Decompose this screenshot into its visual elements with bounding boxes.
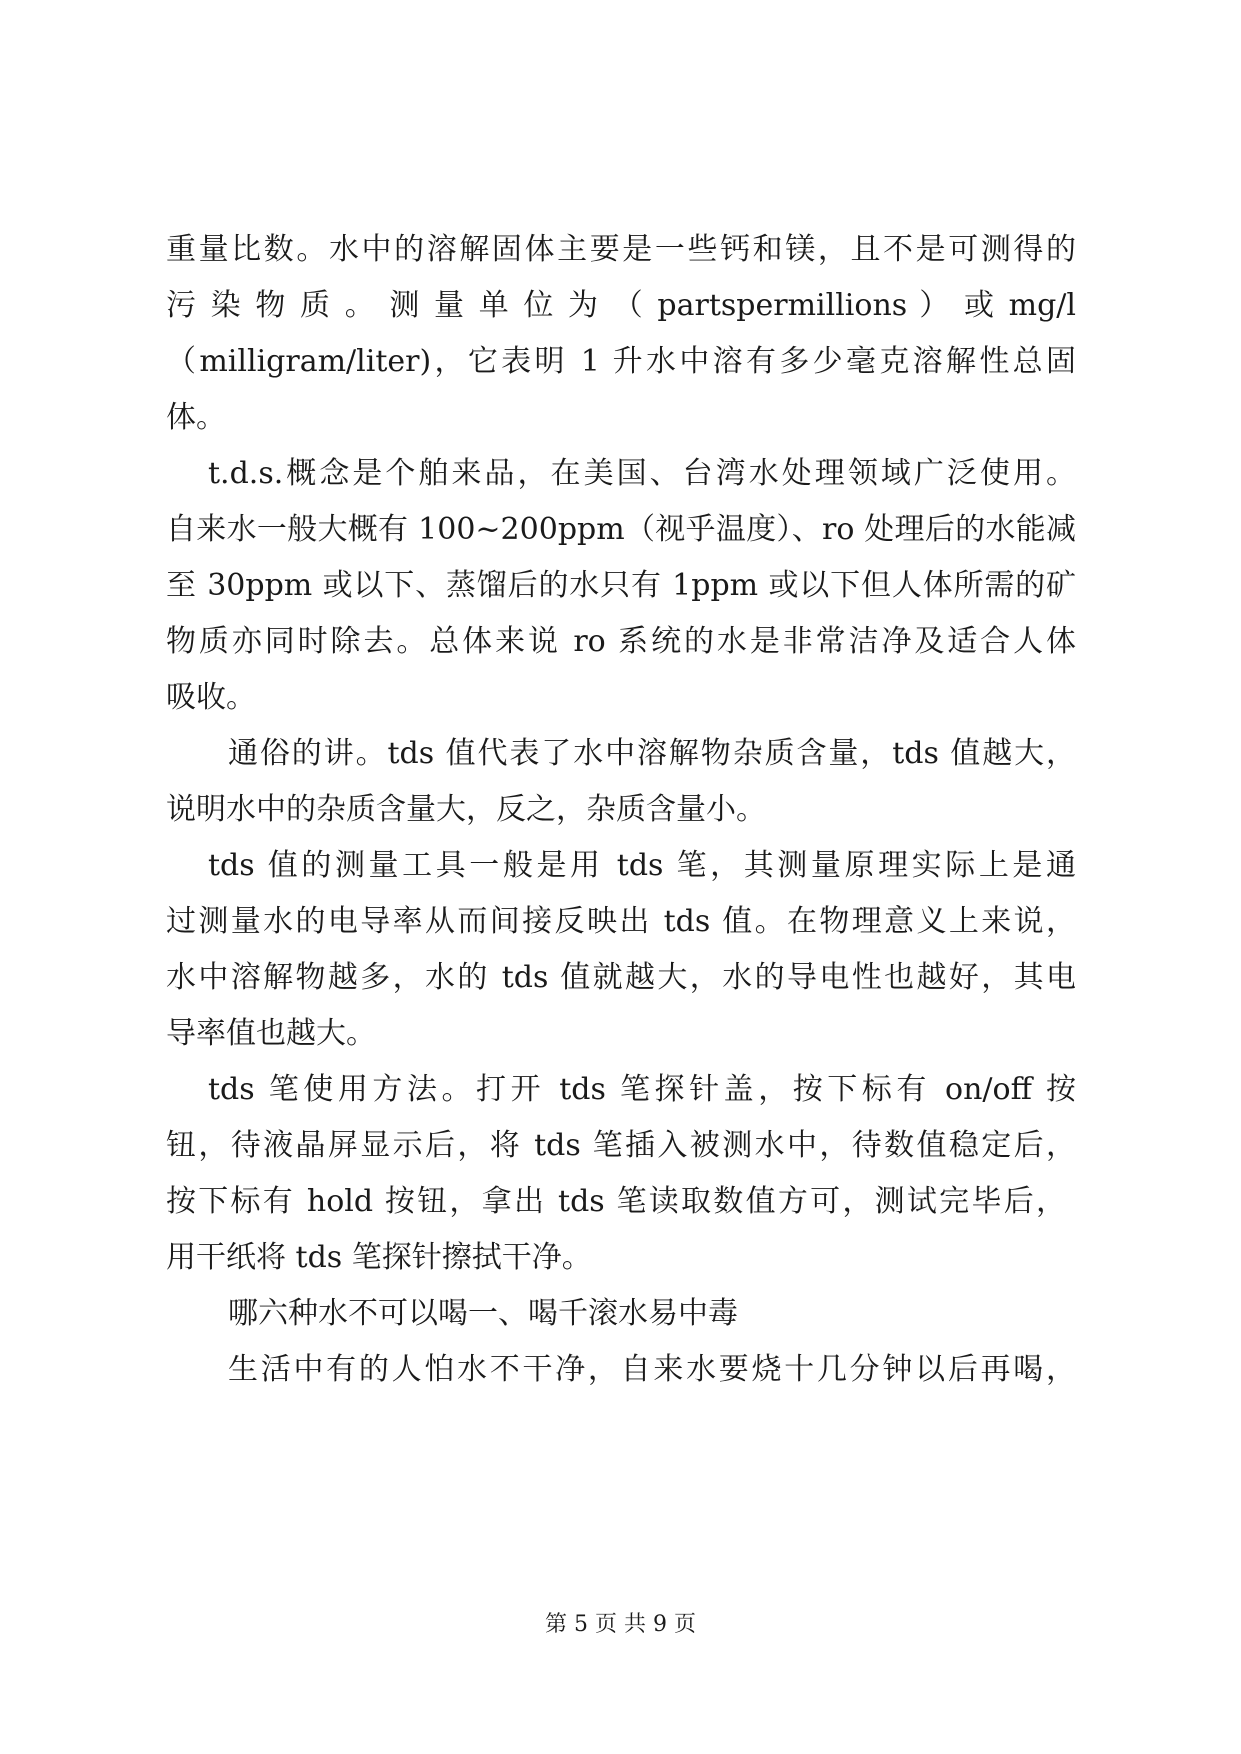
paragraph-first-line: t.d.s.概念是个舶来品，在美国、台湾水处理领域广泛使用。 [208, 456, 1076, 491]
paragraph-first-line: 通俗的讲。tds 值代表了水中溶解物杂质含量，tds 值越大， [228, 736, 1076, 771]
page-footer: 第 5 页 共 9 页 [545, 1612, 696, 1637]
text-line: 自来水一般大概有 100~200ppm（视乎温度）、ro 处理后的水能减 [166, 512, 1076, 547]
text-line: 按下标有 hold 按钮，拿出 tds 笔读取数值方可，测试完毕后， [166, 1184, 1066, 1219]
paragraph-first-line: tds 笔使用方法。打开 tds 笔探针盖，按下标有 on/off 按 [208, 1072, 1076, 1107]
text-line: 物质亦同时除去。总体来说 ro 系统的水是非常洁净及适合人体 [166, 624, 1076, 659]
text-line: 体。 [166, 400, 226, 435]
text-line: 导率值也越大。 [166, 1016, 376, 1051]
paragraph-first-line: 生活中有的人怕水不干净，自来水要烧十几分钟以后再喝， [228, 1352, 1076, 1387]
text-line: 用干纸将 tds 笔探针擦拭干净。 [166, 1240, 592, 1275]
text-line: 水中溶解物越多，水的 tds 值就越大，水的导电性也越好，其电 [166, 960, 1076, 995]
text-line: （milligram/liter)，它表明 1 升水中溶有多少毫克溶解性总固 [166, 344, 1076, 379]
text-line: 钮，待液晶屏显示后，将 tds 笔插入被测水中，待数值稳定后， [166, 1128, 1076, 1163]
text-line: 至 30ppm 或以下、蒸馏后的水只有 1ppm 或以下但人体所需的矿 [166, 568, 1076, 603]
section-heading-line: 哪六种水不可以喝一、喝千滚水易中毒 [228, 1296, 738, 1331]
paragraph-first-line: tds 值的测量工具一般是用 tds 笔，其测量原理实际上是通 [208, 848, 1076, 883]
text-line: 重量比数。水中的溶解固体主要是一些钙和镁，且不是可测得的 [166, 232, 1076, 267]
text-line: 过测量水的电导率从而间接反映出 tds 值。在物理意义上来说， [166, 904, 1076, 939]
text-line: 污 染 物 质 。 测 量 单 位 为 （ partspermillions ） 或 mg/l [166, 288, 1076, 323]
text-line: 说明水中的杂质含量大，反之，杂质含量小。 [166, 792, 766, 827]
text-line: 吸收。 [166, 680, 256, 715]
